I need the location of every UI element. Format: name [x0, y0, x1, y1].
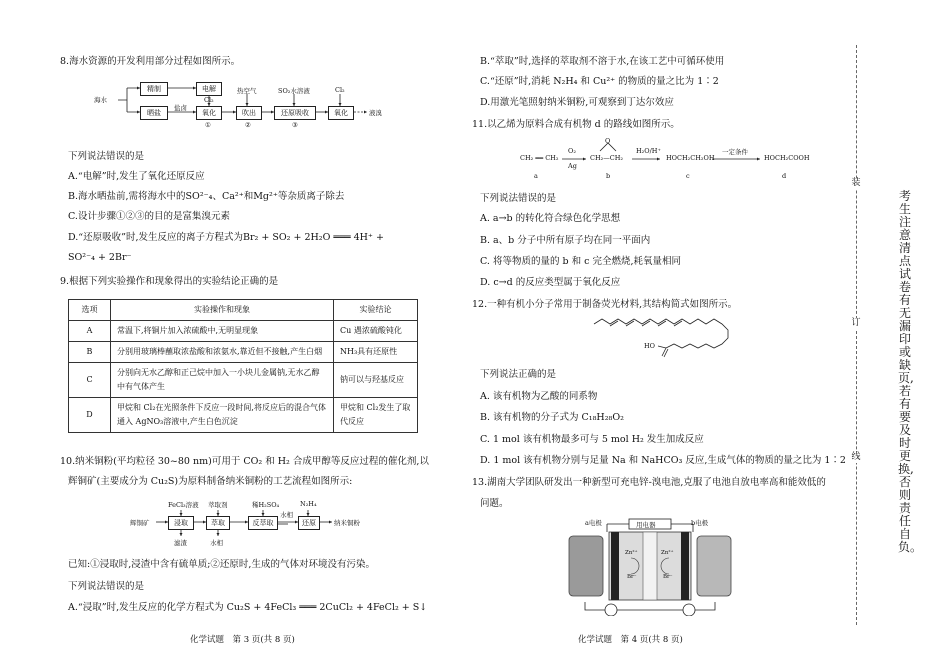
cell-operation: 甲烷和 Cl₂在光照条件下反应一段时间,将反应后的混合气体通入 AgNO₃溶液中,产生白色沉淀: [111, 398, 334, 433]
cell-br-right: Br⁻: [663, 574, 673, 580]
flow-brine: 盐卤: [174, 104, 187, 112]
cell-conclusion: Cu 遇浓硫酸钝化: [334, 321, 418, 342]
q12-structure: [590, 316, 750, 360]
q10-flowchart: [130, 498, 380, 550]
q11-ask: 下列说法错误的是: [480, 193, 557, 204]
right-page: [470, 0, 850, 672]
q8-option-d-cont: SO²⁻₄ + 2Br⁻: [68, 252, 132, 263]
flow-so2-solution: SO₂水溶液: [278, 87, 310, 95]
q11-stem: 11.以乙烯为原料合成有机物 d 的路线如图所示。: [472, 119, 680, 130]
flow-n2h4: N₂H₄: [300, 500, 317, 508]
table-row: [69, 321, 418, 342]
q10-option-c: C.“还原”时,消耗 N₂H₄ 和 Cu²⁺ 的物质的量之比为 1∶2: [480, 76, 719, 87]
cell-br-left: Br⁻: [627, 574, 637, 580]
ho-label: HO: [644, 342, 655, 350]
cell-operation: 分别向无水乙醇和正己烷中加入一小块儿金属钠,无水乙醇中有气体产生: [111, 363, 334, 398]
scheme-label-b: b: [606, 172, 611, 180]
th-operation: 实验操作和现象: [111, 300, 334, 321]
scheme-cond1-top: O₂: [568, 147, 576, 155]
cell-operation: 常温下,将铜片加入浓硫酸中,无明显现象: [111, 321, 334, 342]
cell-zn-right: Zn²⁺: [661, 550, 674, 556]
q10-known: 已知:①浸取时,浸渣中含有硫单质;②还原时,生成的气体对环境没有污染。: [68, 559, 375, 570]
q11-option-d: D. c→d 的反应类型属于氧化反应: [480, 277, 621, 288]
cell-conclusion: NH₃具有还原性: [334, 342, 418, 363]
q12-ask: 下列说法正确的是: [480, 369, 557, 380]
scheme-label-a: a: [534, 172, 538, 180]
q8-option-d: D.“还原吸收”时,发生反应的离子方程式为Br₂ + SO₂ + 2H₂O ═══ 4H⁺ +: [68, 232, 384, 243]
cell-zn-left: Zn²⁺: [625, 550, 638, 556]
flow-hot-air: 热空气: [237, 87, 257, 95]
scheme-label-d: d: [782, 172, 787, 180]
q12-option-a: A. 该有机物为乙酸的同系物: [480, 391, 598, 402]
flow-step-2: ②: [245, 121, 251, 129]
binding-zhuang: 装: [851, 178, 861, 188]
cell-appliance: 用电器: [636, 521, 656, 529]
q8-option-b: B.海水晒盐前,需将海水中的SO²⁻₄、Ca²⁺和Mg²⁺等杂质离子除去: [68, 191, 345, 202]
cell-option: B: [69, 342, 111, 363]
left-footer: 化学试题 第 3 页(共 8 页): [190, 635, 295, 645]
q13-cell-diagram: [565, 518, 735, 616]
flow-seawater: 海水: [94, 96, 107, 104]
cell-option: D: [69, 398, 111, 433]
q9-stem: 9.根据下列实验操作和现象得出的实验结论正确的是: [60, 276, 279, 287]
binding-ding: 订: [851, 318, 861, 328]
left-page: [0, 0, 470, 672]
q11-option-b: B. a、b 分子中所有原子均在同一平面内: [480, 235, 651, 246]
q8-ask: 下列说法错误的是: [68, 151, 145, 162]
exam-notice: 考生注意清点试卷有无漏印或缺页,若有要及时更换,否则责任自负。: [898, 189, 923, 554]
cell-b-electrode: b电极: [691, 519, 709, 527]
flow-cl2-top: Cl₂: [204, 96, 214, 104]
q11-scheme: [520, 137, 820, 183]
right-footer: 化学试题 第 4 页(共 8 页): [578, 635, 683, 645]
q13-stem-1: 13.湖南大学团队研发出一种新型可充电锌-溴电池,克服了电池自放电率高和能效低的: [472, 477, 826, 488]
flow-cl2-right: Cl₂: [335, 86, 345, 94]
flow-back-extract: 反萃取: [248, 516, 278, 530]
scheme-d: HOCH₂COOH: [764, 154, 810, 162]
q9-table: [68, 299, 418, 433]
q8-option-c: C.设计步骤①②③的目的是富集溴元素: [68, 211, 230, 222]
cell-a-electrode: a电极: [585, 519, 602, 527]
q10-ask: 下列说法错误的是: [68, 581, 145, 592]
cell-operation: 分别用玻璃棒蘸取浓盐酸和浓氨水,靠近但不接触,产生白烟: [111, 342, 334, 363]
q10-stem-2: 辉铜矿(主要成分为 Cu₂S)为原料制备纳米铜粉的工艺流程如图所示:: [68, 476, 353, 487]
flow-nano-cu: 纳米铜粉: [334, 519, 360, 527]
q10-option-a: A.“浸取”时,发生反应的化学方程式为 Cu₂S + 4FeCl₃ ═══ 2CuCl₂ + 4FeCl₂ + S↓: [68, 602, 428, 613]
table-row: [69, 342, 418, 363]
scheme-cond3: 一定条件: [722, 148, 748, 156]
flow-oxidize-1: 氧化: [196, 106, 222, 120]
flow-leach: 浸取: [168, 516, 194, 530]
cell-option: C: [69, 363, 111, 398]
flow-water: 水相: [210, 539, 223, 547]
flow-aqueous: 水相: [280, 511, 293, 519]
q11-option-a: A. a→b 的转化符合绿色化学思想: [480, 213, 621, 224]
flow-electrolysis: 电解: [196, 82, 222, 96]
flow-fecl3: FeCl₃溶液: [168, 501, 199, 509]
flow-extract: 萃取: [206, 516, 230, 530]
cell-conclusion: 甲烷和 Cl₂发生了取代反应: [334, 398, 418, 433]
scheme-cond2: H₂O/H⁺: [636, 147, 661, 155]
flow-extractant: 萃取剂: [208, 501, 228, 509]
scheme-b-o: O: [605, 137, 611, 145]
th-option: 选项: [69, 300, 111, 321]
flow-oxidize-2: 氧化: [328, 106, 354, 120]
flow-refine: 精制: [140, 82, 168, 96]
table-row: [69, 398, 418, 433]
q11-option-c: C. 将等物质的量的 b 和 c 完全燃烧,耗氧量相同: [480, 256, 681, 267]
flow-liquid-br: 液溴: [369, 109, 382, 117]
flow-h2so4: 稀H₂SO₄: [252, 501, 280, 509]
flow-residue: 滤渣: [174, 539, 187, 547]
battery-cell-drawing: [565, 518, 735, 616]
flow-ore: 辉铜矿: [130, 519, 150, 527]
q8-flowchart: [92, 78, 392, 134]
table-row: [69, 363, 418, 398]
q12-option-d: D. 1 mol 该有机物分别与足量 Na 和 NaHCO₃ 反应,生成气体的物质的量之比为 1∶2: [480, 455, 846, 466]
binding-xian: 线: [851, 452, 861, 462]
cell-conclusion: 钠可以与羟基反应: [334, 363, 418, 398]
flow-step-3: ③: [292, 121, 298, 129]
q8-option-a: A.“电解”时,发生了氧化还原反应: [68, 171, 205, 182]
q12-option-c: C. 1 mol 该有机物最多可与 5 mol H₂ 发生加成反应: [480, 434, 704, 445]
scheme-label-c: c: [686, 172, 690, 180]
scheme-c: HOCH₂CH₂OH: [666, 154, 715, 162]
scheme-cond1-bot: Ag: [568, 162, 577, 170]
q10-stem-1: 10.纳米铜粉(平均粒径 30~80 nm)可用于 CO₂ 和 H₂ 合成甲醇等反应过程的催化剂,以: [60, 456, 429, 467]
q12-stem: 12.一种有机小分子常用于制备荧光材料,其结构简式如图所示。: [472, 299, 738, 310]
q13-stem-2: 问题。: [480, 498, 509, 509]
th-conclusion: 实验结论: [334, 300, 418, 321]
q10-option-b: B.“萃取”时,选择的萃取剂不溶于水,在该工艺中可循环使用: [480, 56, 725, 67]
flow-reduce: 还原: [298, 516, 320, 530]
cell-option: A: [69, 321, 111, 342]
q12-option-b: B. 该有机物的分子式为 C₁₈H₂₈O₂: [480, 412, 624, 423]
flow-step-1: ①: [205, 121, 211, 129]
table-header-row: [69, 300, 418, 321]
skeletal-formula-drawing: [590, 316, 750, 360]
binding-dashed-line: [856, 45, 857, 625]
scheme-a: CH₂ ══ CH₂: [520, 154, 559, 162]
scheme-b: CH₂—CH₂: [590, 154, 623, 162]
q10-option-d: D.用激光笔照射纳米铜粉,可观察到丁达尔效应: [480, 97, 674, 108]
flow-sun-salt: 晒盐: [140, 106, 168, 120]
flow-blow-out: 吹出: [236, 106, 262, 120]
q8-stem: 8.海水资源的开发利用部分过程如图所示。: [60, 56, 241, 67]
flow-reduce-absorb: 还原吸收: [274, 106, 316, 120]
